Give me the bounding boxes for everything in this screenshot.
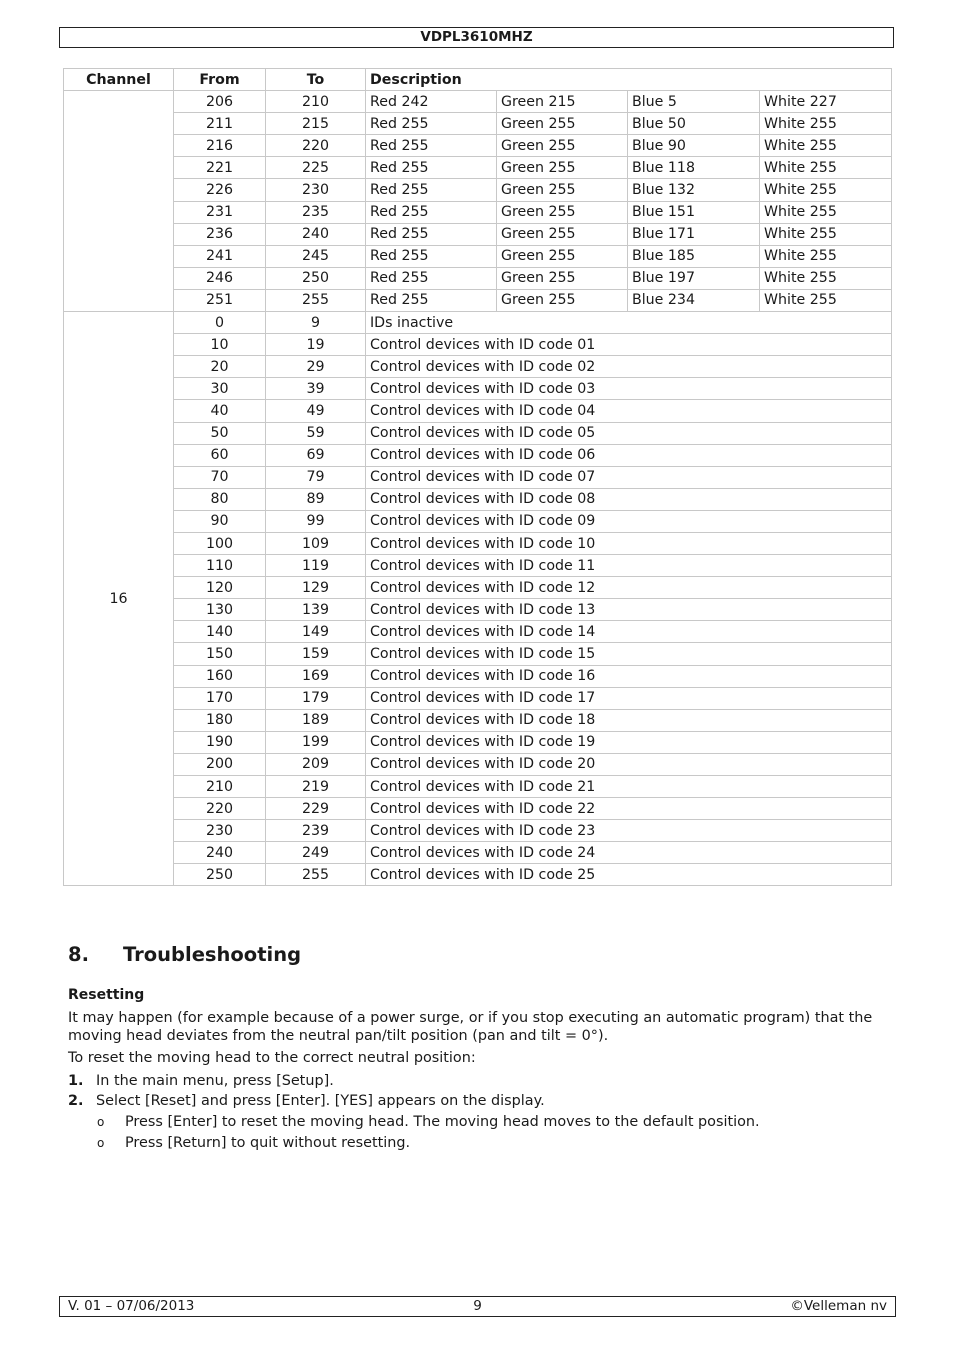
from-cell: 251: [174, 289, 266, 311]
step-number: 1.: [68, 1073, 84, 1089]
to-cell: 199: [266, 731, 366, 753]
resetting-subheading: Resetting: [68, 987, 145, 1003]
red-value-cell: Red 255: [366, 267, 497, 289]
from-cell: 200: [174, 753, 266, 775]
from-cell: 246: [174, 267, 266, 289]
table-row: [64, 289, 892, 311]
bullet-marker: o: [97, 1115, 105, 1129]
from-cell: 50: [174, 422, 266, 444]
section-number: 8.: [68, 943, 89, 966]
from-cell: 241: [174, 245, 266, 267]
to-cell: 149: [266, 621, 366, 643]
table-row: [64, 753, 892, 775]
from-cell: 150: [174, 643, 266, 665]
to-cell: 245: [266, 245, 366, 267]
description-cell: Control devices with ID code 20: [366, 753, 892, 775]
description-cell: Control devices with ID code 23: [366, 820, 892, 842]
red-value-cell: Red 255: [366, 289, 497, 311]
table-row: [64, 820, 892, 842]
blue-value-cell: Blue 171: [628, 223, 760, 245]
to-cell: 39: [266, 378, 366, 400]
table-row: [64, 223, 892, 245]
table-row: [64, 621, 892, 643]
to-cell: 29: [266, 356, 366, 378]
table-row: [64, 842, 892, 864]
from-cell: 221: [174, 157, 266, 179]
description-cell: Control devices with ID code 12: [366, 577, 892, 599]
intro-paragraph: [68, 1009, 894, 1045]
step-text: Select [Reset] and press [Enter]. [YES] appears on the display.: [96, 1093, 545, 1109]
footer-page-number: 9: [473, 1298, 482, 1314]
from-cell: 120: [174, 577, 266, 599]
red-value-cell: Red 255: [366, 245, 497, 267]
white-value-cell: White 255: [760, 201, 892, 223]
table-row: [64, 709, 892, 731]
col-header-from: From: [174, 69, 266, 91]
description-cell: Control devices with ID code 17: [366, 687, 892, 709]
description-cell: Control devices with ID code 21: [366, 776, 892, 798]
table-row: [64, 731, 892, 753]
description-cell: IDs inactive: [366, 312, 892, 334]
to-cell: 249: [266, 842, 366, 864]
to-cell: 215: [266, 113, 366, 135]
white-value-cell: White 255: [760, 223, 892, 245]
table-row: [64, 135, 892, 157]
to-cell: 209: [266, 753, 366, 775]
table-row: [64, 91, 892, 113]
table-row: [64, 466, 892, 488]
document-title: VDPL3610MHZ: [420, 29, 533, 45]
col-header-description: Description: [366, 69, 892, 91]
description-cell: Control devices with ID code 04: [366, 400, 892, 422]
to-cell: 79: [266, 466, 366, 488]
to-cell: 189: [266, 709, 366, 731]
green-value-cell: Green 255: [497, 201, 628, 223]
footer-version: V. 01 – 07/06/2013: [68, 1298, 195, 1314]
table-row: [64, 599, 892, 621]
description-cell: Control devices with ID code 05: [366, 422, 892, 444]
from-cell: 20: [174, 356, 266, 378]
to-cell: 250: [266, 267, 366, 289]
table-row: [64, 334, 892, 356]
description-cell: Control devices with ID code 07: [366, 466, 892, 488]
step-item: [68, 1092, 545, 1110]
description-cell: Control devices with ID code 08: [366, 488, 892, 510]
red-value-cell: Red 255: [366, 113, 497, 135]
green-value-cell: Green 255: [497, 223, 628, 245]
col-header-channel: Channel: [64, 69, 174, 91]
to-cell: 119: [266, 555, 366, 577]
table-row: [64, 312, 892, 334]
bullet-item: [97, 1113, 760, 1131]
to-cell: 255: [266, 289, 366, 311]
white-value-cell: White 227: [760, 91, 892, 113]
bullet-text: Press [Enter] to reset the moving head. The moving head moves to the default position.: [125, 1114, 760, 1130]
to-cell: 59: [266, 422, 366, 444]
table-row: [64, 400, 892, 422]
table-row: [64, 577, 892, 599]
red-value-cell: Red 255: [366, 179, 497, 201]
from-cell: 240: [174, 842, 266, 864]
channel-cell-empty: [64, 91, 174, 312]
from-cell: 236: [174, 223, 266, 245]
blue-value-cell: Blue 234: [628, 289, 760, 311]
from-cell: 250: [174, 864, 266, 886]
green-value-cell: Green 255: [497, 179, 628, 201]
table-row: [64, 532, 892, 554]
to-cell: 69: [266, 444, 366, 466]
from-cell: 230: [174, 820, 266, 842]
footer-copyright: ©Velleman nv: [790, 1298, 887, 1314]
white-value-cell: White 255: [760, 267, 892, 289]
to-cell: 220: [266, 135, 366, 157]
green-value-cell: Green 255: [497, 113, 628, 135]
description-cell: Control devices with ID code 06: [366, 444, 892, 466]
description-cell: Control devices with ID code 18: [366, 709, 892, 731]
table-row: [64, 267, 892, 289]
description-cell: Control devices with ID code 09: [366, 510, 892, 532]
blue-value-cell: Blue 185: [628, 245, 760, 267]
blue-value-cell: Blue 50: [628, 113, 760, 135]
from-cell: 190: [174, 731, 266, 753]
table-row: [64, 201, 892, 223]
to-cell: 219: [266, 776, 366, 798]
table-row: [64, 488, 892, 510]
from-cell: 90: [174, 510, 266, 532]
from-cell: 180: [174, 709, 266, 731]
table-body: [64, 91, 892, 886]
table-row: [64, 555, 892, 577]
to-cell: 240: [266, 223, 366, 245]
description-cell: Control devices with ID code 22: [366, 798, 892, 820]
from-cell: 60: [174, 444, 266, 466]
table-row: [64, 356, 892, 378]
to-cell: 229: [266, 798, 366, 820]
from-cell: 140: [174, 621, 266, 643]
green-value-cell: Green 255: [497, 245, 628, 267]
section-heading: [68, 943, 301, 966]
blue-value-cell: Blue 132: [628, 179, 760, 201]
to-cell: 159: [266, 643, 366, 665]
reset-instruction-paragraph: To reset the moving head to the correct neutral position:: [68, 1050, 476, 1066]
description-cell: Control devices with ID code 13: [366, 599, 892, 621]
bullet-marker: o: [97, 1136, 105, 1150]
from-cell: 0: [174, 312, 266, 334]
table-row: [64, 510, 892, 532]
page-footer: [59, 1296, 896, 1317]
from-cell: 216: [174, 135, 266, 157]
red-value-cell: Red 255: [366, 201, 497, 223]
white-value-cell: White 255: [760, 135, 892, 157]
to-cell: 109: [266, 532, 366, 554]
from-cell: 10: [174, 334, 266, 356]
table-header-row: [64, 69, 892, 91]
from-cell: 206: [174, 91, 266, 113]
table-row: [64, 864, 892, 886]
blue-value-cell: Blue 5: [628, 91, 760, 113]
white-value-cell: White 255: [760, 289, 892, 311]
to-cell: 139: [266, 599, 366, 621]
description-cell: Control devices with ID code 24: [366, 842, 892, 864]
table-row: [64, 444, 892, 466]
to-cell: 210: [266, 91, 366, 113]
table-row: [64, 776, 892, 798]
from-cell: 231: [174, 201, 266, 223]
description-cell: Control devices with ID code 11: [366, 555, 892, 577]
to-cell: 230: [266, 179, 366, 201]
red-value-cell: Red 255: [366, 223, 497, 245]
col-header-to: To: [266, 69, 366, 91]
to-cell: 49: [266, 400, 366, 422]
table-row: [64, 798, 892, 820]
step-text: In the main menu, press [Setup].: [96, 1073, 334, 1089]
bullet-text: Press [Return] to quit without resetting.: [125, 1135, 411, 1151]
white-value-cell: White 255: [760, 113, 892, 135]
red-value-cell: Red 242: [366, 91, 497, 113]
to-cell: 19: [266, 334, 366, 356]
green-value-cell: Green 255: [497, 157, 628, 179]
to-cell: 99: [266, 510, 366, 532]
description-cell: Control devices with ID code 15: [366, 643, 892, 665]
to-cell: 179: [266, 687, 366, 709]
step-number: 2.: [68, 1093, 84, 1109]
white-value-cell: White 255: [760, 157, 892, 179]
from-cell: 210: [174, 776, 266, 798]
description-cell: Control devices with ID code 19: [366, 731, 892, 753]
to-cell: 169: [266, 665, 366, 687]
description-cell: Control devices with ID code 10: [366, 532, 892, 554]
table-row: [64, 643, 892, 665]
blue-value-cell: Blue 118: [628, 157, 760, 179]
description-cell: Control devices with ID code 14: [366, 621, 892, 643]
from-cell: 70: [174, 466, 266, 488]
from-cell: 130: [174, 599, 266, 621]
from-cell: 110: [174, 555, 266, 577]
green-value-cell: Green 215: [497, 91, 628, 113]
description-cell: Control devices with ID code 02: [366, 356, 892, 378]
page-header: [59, 27, 894, 48]
blue-value-cell: Blue 197: [628, 267, 760, 289]
to-cell: 89: [266, 488, 366, 510]
to-cell: 9: [266, 312, 366, 334]
to-cell: 239: [266, 820, 366, 842]
red-value-cell: Red 255: [366, 157, 497, 179]
blue-value-cell: Blue 151: [628, 201, 760, 223]
bullet-item: [97, 1134, 410, 1152]
from-cell: 80: [174, 488, 266, 510]
table-row: [64, 113, 892, 135]
from-cell: 211: [174, 113, 266, 135]
section-title: Troubleshooting: [123, 943, 302, 966]
from-cell: 220: [174, 798, 266, 820]
from-cell: 170: [174, 687, 266, 709]
intro-line-1: It may happen (for example because of a power surge, or if you stop executing an automatic program) that the: [68, 1010, 873, 1026]
to-cell: 255: [266, 864, 366, 886]
description-cell: Control devices with ID code 03: [366, 378, 892, 400]
description-cell: Control devices with ID code 01: [366, 334, 892, 356]
to-cell: 225: [266, 157, 366, 179]
from-cell: 40: [174, 400, 266, 422]
green-value-cell: Green 255: [497, 289, 628, 311]
white-value-cell: White 255: [760, 179, 892, 201]
green-value-cell: Green 255: [497, 135, 628, 157]
to-cell: 235: [266, 201, 366, 223]
table-row: [64, 665, 892, 687]
table-row: [64, 179, 892, 201]
description-cell: Control devices with ID code 16: [366, 665, 892, 687]
from-cell: 100: [174, 532, 266, 554]
green-value-cell: Green 255: [497, 267, 628, 289]
blue-value-cell: Blue 90: [628, 135, 760, 157]
channel-cell: 16: [64, 312, 174, 886]
table-row: [64, 157, 892, 179]
intro-line-2: moving head deviates from the neutral pan/tilt position (pan and tilt = 0°).: [68, 1028, 609, 1044]
dmx-channel-table: [63, 68, 892, 886]
from-cell: 160: [174, 665, 266, 687]
table-row: [64, 687, 892, 709]
step-item: [68, 1072, 334, 1090]
table-row: [64, 422, 892, 444]
from-cell: 226: [174, 179, 266, 201]
red-value-cell: Red 255: [366, 135, 497, 157]
to-cell: 129: [266, 577, 366, 599]
table-row: [64, 378, 892, 400]
from-cell: 30: [174, 378, 266, 400]
table-row: [64, 245, 892, 267]
description-cell: Control devices with ID code 25: [366, 864, 892, 886]
white-value-cell: White 255: [760, 245, 892, 267]
